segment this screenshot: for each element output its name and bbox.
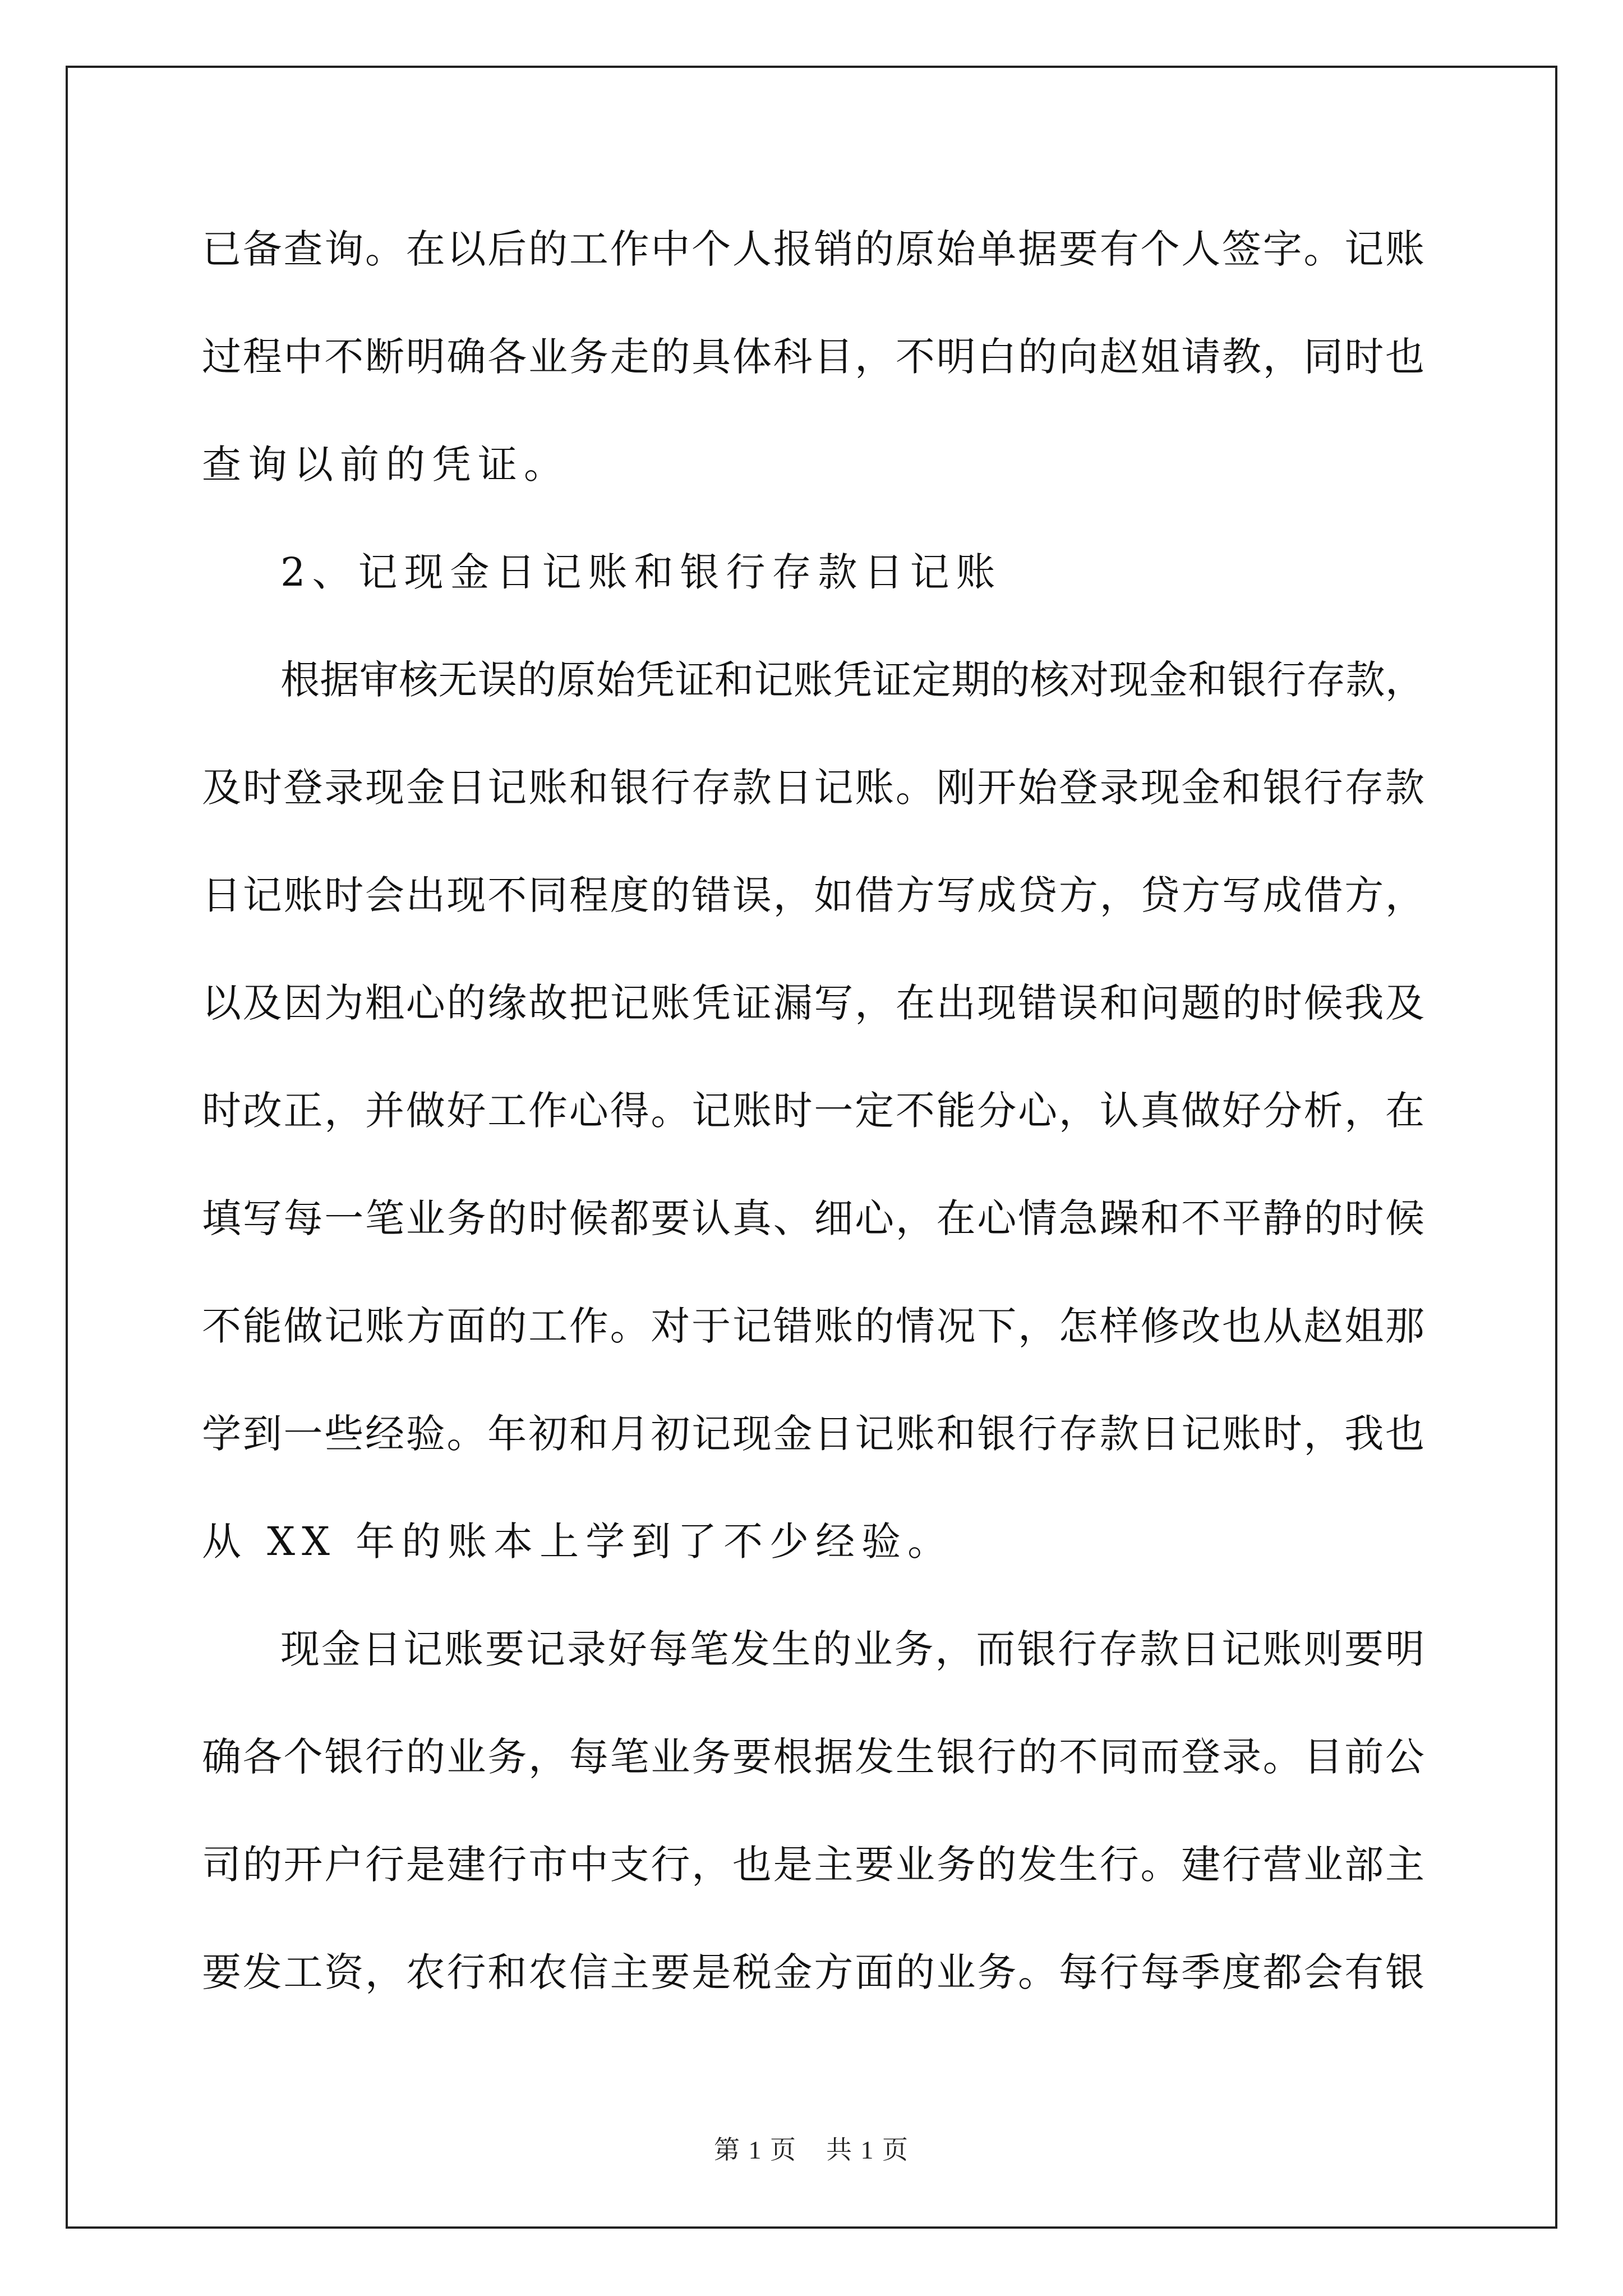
text-line: 日记账时会出现不同程度的错误，如借方写成贷方，贷方写成借方， [202,872,1424,918]
text-line: 过程中不断明确各业务走的具体科目，不明白的向赵姐请教，同时也 [202,334,1424,380]
text-line: 要发工资，农行和农信主要是税金方面的业务。每行每季度都会有银 [202,1949,1424,1995]
document-body [202,195,1424,2026]
text-line: 从 XX 年的账本上学到了不少经验。 [202,1519,954,1565]
text-line: 查询以前的凭证。 [202,441,570,487]
text-line: 根据审核无误的原始凭证和记账凭证定期的核对现金和银行存款， [280,657,1424,703]
text-line: 不能做记账方面的工作。对于记错账的情况下，怎样修改也从赵姐那 [202,1303,1424,1349]
text-line: 司的开户行是建行市中支行，也是主要业务的发生行。建行营业部主 [202,1842,1424,1888]
text-line: 已备查询。在以后的工作中个人报销的原始单据要有个人签字。记账 [202,226,1424,272]
text-line: 确各个银行的业务，每笔业务要根据发生银行的不同而登录。目前公 [202,1734,1424,1780]
text-line: 学到一些经验。年初和月初记现金日记账和银行存款日记账时，我也 [202,1411,1424,1457]
text-line: 现金日记账要记录好每笔发生的业务，而银行存款日记账则要明 [280,1626,1424,1672]
page-number-label: 第 1 页 [714,2136,797,2164]
text-line: 以及因为粗心的缘故把记账凭证漏写，在出现错误和问题的时候我及 [202,980,1424,1026]
text-line: 填写每一笔业务的时候都要认真、细心，在心情急躁和不平静的时候 [202,1195,1424,1241]
page-total-label: 共 1 页 [826,2136,909,2164]
text-line: 时改正，并做好工作心得。记账时一定不能分心，认真做好分析，在 [202,1088,1424,1134]
page-footer [0,2129,1623,2166]
text-line: 及时登录现金日记账和银行存款日记账。刚开始登录现金和银行存款 [202,765,1424,811]
section-heading: 2、记现金日记账和银行存款日记账 [280,549,1002,595]
